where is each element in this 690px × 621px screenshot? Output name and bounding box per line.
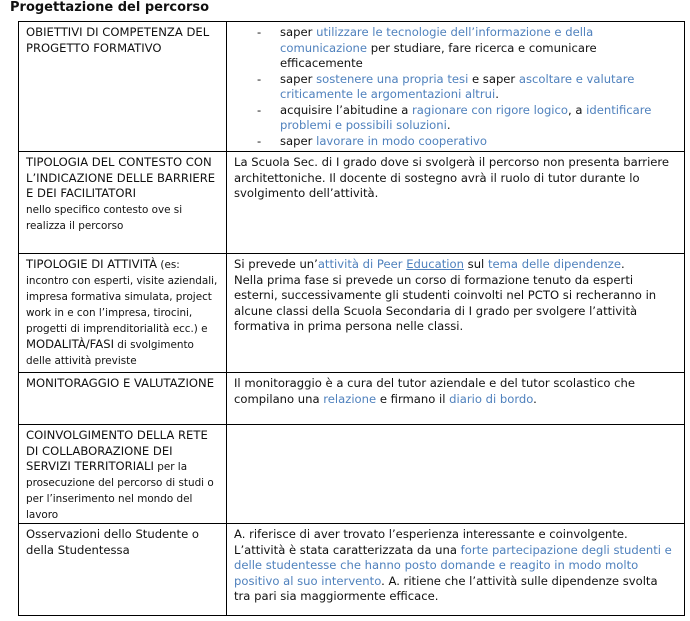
- row-content-tipologia: La Scuola Sec. di I grado dove si svolgerà il percorso non presenta barriere architettoniche. Il docente di sostegno avrà il ruolo di tutor durante lo svolgimento dell’attività.: [227, 152, 685, 254]
- row-content-coinvolgimento: [227, 425, 685, 524]
- row-content-obiettivi: [227, 22, 685, 152]
- row-label-tipologia: TIPOLOGIA DEL CONTESTO CON L’INDICAZIONE DELLE BARRIERE E DEI FACILITATORI nello specifico contesto ove si realizza il percorso: [19, 152, 227, 254]
- table-row: [19, 425, 685, 524]
- objectives-list: [234, 25, 677, 149]
- project-table: [18, 21, 685, 616]
- row-label-attivita: TIPOLOGIE DI ATTIVITÀ (es: incontro con esperti, visite aziendali, impresa formativa simulata, project work in e con l’impresa, tirocini, progetti di imprenditorialità ecc.) e MODALITÀ/FASI di svolgimento delle attività previste: [19, 254, 227, 373]
- table-row: [19, 524, 685, 616]
- list-item: - acquisire l’abitudine a ragionare con rigore logico, a identificare problemi e possibili soluzioni.: [280, 103, 677, 134]
- table-row: [19, 22, 685, 152]
- table-row: [19, 373, 685, 425]
- row-content-attivita: Si prevede un’attività di Peer Education sul tema delle dipendenze. Nella prima fase si prevede un corso di formazione tenuto da esperti esterni, successivamente gli studenti coinvolti nel PCTO si recheranno in alcune classi della Scuola Secondaria di I grado per svolgere l’attività formativa in prima persona nelle classi.: [227, 254, 685, 373]
- row-content-osservazioni: A. riferisce di aver trovato l’esperienza interessante e coinvolgente. L’attività è stata caratterizzata da una forte partecipazione degli studenti e delle studentesse che hanno posto domande e reagito in modo molto positivo al suo intervento. A. ritiene che l’attività sulle dipendenze svolta tra pari sia maggiormente efficace.: [227, 524, 685, 616]
- row-label-obiettivi: OBIETTIVI DI COMPETENZA DEL PROGETTO FORMATIVO: [19, 22, 227, 152]
- list-item: - saper utilizzare le tecnologie dell’informazione e della comunicazione per studiare, fare ricerca e comunicare efficacemente: [280, 25, 677, 72]
- row-content-monitoraggio: Il monitoraggio è a cura del tutor aziendale e del tutor scolastico che compilano una relazione e firmano il diario di bordo.: [227, 373, 685, 425]
- row-label-osservazioni: Osservazioni dello Studente o della Studentessa: [19, 524, 227, 616]
- list-item: - saper sostenere una propria tesi e saper ascoltare e valutare criticamente le argomentazioni altrui.: [280, 72, 677, 103]
- table-row: [19, 152, 685, 254]
- row-label-monitoraggio: MONITORAGGIO E VALUTAZIONE: [19, 373, 227, 425]
- list-item: - saper lavorare in modo cooperativo: [280, 134, 677, 150]
- row-label-coinvolgimento: COINVOLGIMENTO DELLA RETE DI COLLABORAZIONE DEI SERVIZI TERRITORIALI per la prosecuzione del percorso di studi o per l’inserimento nel mondo del lavoro: [19, 425, 227, 524]
- table-row: [19, 254, 685, 373]
- section-title: Progettazione del percorso: [10, 0, 210, 15]
